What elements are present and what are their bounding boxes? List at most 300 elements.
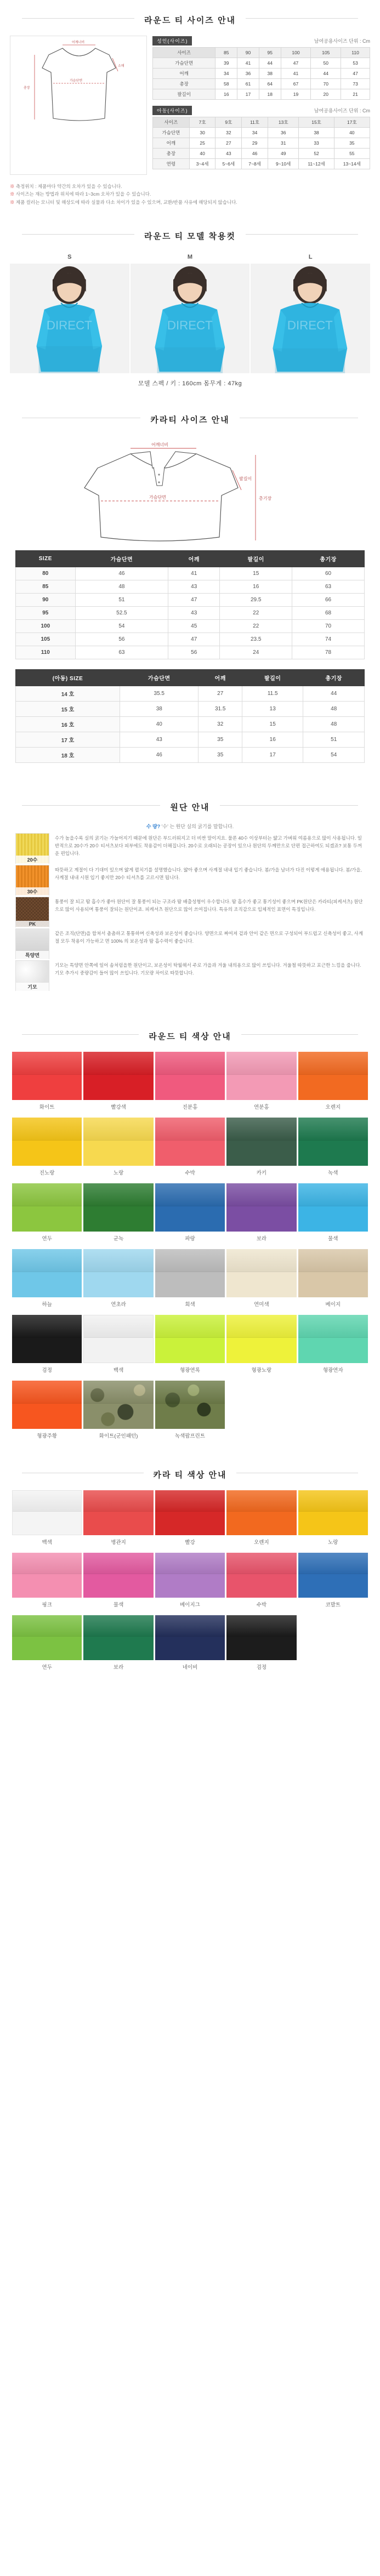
th-size: SIZE [16, 551, 76, 567]
cell-shoulder: 35 [198, 748, 242, 763]
kara-size-tables [0, 550, 380, 777]
color-name: 형광노랑 [251, 1367, 272, 1374]
kara-adult-size-table [15, 550, 365, 659]
cell-chest: 40 [120, 717, 198, 732]
color-name: 진분홍 [182, 1104, 198, 1111]
color-name: 오렌지 [325, 1104, 341, 1111]
color-name: 병관지 [111, 1540, 126, 1546]
color-item[interactable] [155, 1118, 225, 1182]
svg-text:총장: 총장 [24, 87, 30, 90]
color-item[interactable] [12, 1553, 82, 1614]
color-swatch [155, 1118, 225, 1166]
model-size-label: L [308, 254, 313, 261]
color-swatch [12, 1553, 82, 1598]
section-title: 라운드 티 색상 안내 [139, 1030, 241, 1042]
fabric-swatch [15, 865, 49, 896]
cell-length: 44 [303, 686, 365, 702]
cell-length: 74 [292, 633, 365, 646]
th-7: 7호 [189, 117, 215, 128]
cell: 49 [268, 149, 299, 159]
cell: 5~6세 [215, 159, 242, 169]
cell: 25 [189, 138, 215, 149]
row-label: 어깨 [153, 138, 190, 149]
th-shoulder: 어깨 [198, 670, 242, 686]
note-line [10, 183, 370, 190]
round-size-content [0, 36, 380, 179]
color-swatch [155, 1490, 225, 1535]
table-row [153, 79, 370, 89]
svg-text:팔길이: 팔길이 [239, 476, 252, 482]
color-swatch [155, 1249, 225, 1297]
color-item-empty [298, 1381, 368, 1445]
cell-shoulder: 56 [168, 646, 220, 659]
color-swatch [12, 1118, 82, 1166]
cell-length: 66 [292, 594, 365, 607]
kara-color-grid [0, 1490, 380, 1676]
color-swatch-empty [298, 1615, 368, 1660]
fabric-description: 따뜻하고 계절이 다 기대미 있으며 얇게 펼치기를 설명했습니다. 얇아 좋으며 사계절 내내 입기 좋습니다. 봄/가을 남녀가 다진 이렇게 애용됩니다. 봄/가을, 사계절 내내 시원 입기 좋지만 20수 티셔츠를 고르시면 됩니다. [55, 867, 362, 881]
cell: 29 [242, 138, 268, 149]
cell-length: 51 [303, 732, 365, 748]
color-swatch [12, 1052, 82, 1100]
color-item[interactable] [83, 1381, 153, 1445]
fabric-item-30 [15, 865, 365, 896]
fabric-name: 기모 [16, 983, 49, 991]
section-title: 라운드 티 모델 착용컷 [134, 230, 246, 242]
fabric-swatch [15, 928, 49, 959]
table-row [16, 551, 365, 567]
cell: 38 [259, 69, 281, 79]
cell: 21 [341, 89, 370, 100]
table-row [16, 633, 365, 646]
round-size-notes [0, 179, 380, 206]
cell: 33 [299, 138, 334, 149]
svg-text:DIRECT: DIRECT [287, 318, 333, 333]
cell-shoulder: 27 [198, 686, 242, 702]
color-item-empty [298, 1615, 368, 1676]
cell-size: 16 호 [16, 717, 120, 732]
color-swatch [83, 1553, 153, 1598]
color-swatch [298, 1315, 368, 1363]
fabric-list [0, 833, 380, 1006]
color-item[interactable] [298, 1052, 368, 1116]
color-item[interactable] [226, 1118, 296, 1182]
color-swatch-empty [226, 1381, 296, 1429]
color-item[interactable] [12, 1249, 82, 1313]
row-label: 총장 [153, 149, 190, 159]
table-row [153, 69, 370, 79]
th-15: 15호 [299, 117, 334, 128]
color-name: 형광연록 [180, 1367, 200, 1374]
color-item[interactable] [155, 1615, 225, 1676]
cell: 27 [215, 138, 242, 149]
color-name [298, 1660, 368, 1668]
svg-text:가슴단면: 가슴단면 [149, 495, 166, 500]
color-name: 코발트 [325, 1602, 341, 1609]
color-item[interactable] [12, 1315, 82, 1379]
color-swatch [298, 1118, 368, 1166]
model-photo [10, 264, 129, 373]
color-name: 빨강색 [111, 1104, 126, 1111]
cell-chest: 63 [75, 646, 168, 659]
color-name: 오렌지 [254, 1540, 269, 1546]
color-item[interactable] [226, 1249, 296, 1313]
color-item[interactable] [298, 1315, 368, 1379]
cell-sleeve: 29.5 [220, 594, 292, 607]
color-item[interactable] [298, 1553, 368, 1614]
color-item[interactable] [12, 1615, 82, 1676]
kara-diagram-svg [15, 435, 365, 550]
color-name: 하늘 [42, 1302, 52, 1308]
model-photo-svg [10, 264, 129, 373]
color-item[interactable] [155, 1183, 225, 1247]
row-label: 연령 [153, 159, 190, 169]
color-name: 보라 [113, 1665, 124, 1671]
cell-sleeve: 16 [220, 580, 292, 594]
cell: 61 [237, 79, 259, 89]
color-swatch [298, 1553, 368, 1598]
table-row [16, 717, 365, 732]
row-label: 가슴단면 [153, 128, 190, 138]
table-row [16, 670, 365, 686]
fabric-note-text: '수' 는 원단 실의 굵기를 말합니다. [161, 824, 234, 830]
color-name: 카키 [256, 1170, 267, 1177]
cell-size: 17 호 [16, 732, 120, 748]
cell-chest: 54 [75, 620, 168, 633]
cell-shoulder: 31.5 [198, 702, 242, 717]
note-bullet-icon: ※ [10, 191, 15, 197]
svg-text:DIRECT: DIRECT [46, 318, 92, 333]
color-item[interactable] [12, 1183, 82, 1247]
cell-chest: 35.5 [120, 686, 198, 702]
cell: 11~12세 [299, 159, 334, 169]
cell-chest: 56 [75, 633, 168, 646]
tee-diagram-svg [10, 36, 148, 130]
fabric-item-20 [15, 833, 365, 864]
color-swatch [226, 1490, 296, 1535]
table-row [16, 607, 365, 620]
color-name: 백색 [42, 1540, 52, 1546]
model-photo-svg [251, 264, 370, 373]
color-name: 회색 [185, 1302, 195, 1308]
cell: 53 [341, 58, 370, 69]
table-row [16, 594, 365, 607]
fabric-item-fleece [15, 960, 365, 991]
th-95: 95 [259, 48, 281, 58]
color-item[interactable] [155, 1553, 225, 1614]
fabric-swatch [15, 897, 49, 927]
color-name: 군녹 [113, 1236, 124, 1243]
th-105: 105 [311, 48, 341, 58]
cell: 31 [268, 138, 299, 149]
svg-text:가슴단면: 가슴단면 [70, 79, 83, 83]
color-item[interactable] [298, 1249, 368, 1313]
round-tee-illustration [10, 36, 147, 175]
cell: 47 [341, 69, 370, 79]
section-header-kara-size [0, 400, 380, 435]
round-color-grid [0, 1052, 380, 1445]
model-size-label: M [187, 254, 193, 261]
color-item[interactable] [12, 1052, 82, 1116]
color-name: 연초라 [111, 1302, 126, 1308]
color-swatch [226, 1553, 296, 1598]
color-name: 형광연자 [322, 1367, 343, 1374]
section-header-round-size [0, 0, 380, 36]
color-name [298, 1429, 368, 1437]
color-name: 수박 [185, 1170, 195, 1177]
color-name: 노랑 [113, 1170, 124, 1177]
color-name: 빨강 [185, 1540, 195, 1546]
color-item[interactable] [83, 1315, 153, 1379]
cell-length: 70 [292, 620, 365, 633]
model-photo-svg [131, 264, 250, 373]
color-swatch [155, 1183, 225, 1232]
color-item[interactable] [155, 1490, 225, 1551]
th-85: 85 [215, 48, 237, 58]
cell-shoulder: 35 [198, 732, 242, 748]
color-item[interactable] [298, 1490, 368, 1551]
th-11: 11호 [242, 117, 268, 128]
color-swatch [226, 1052, 296, 1100]
cell: 41 [237, 58, 259, 69]
color-swatch [226, 1615, 296, 1660]
model-spec-text: 모델 스펙 / 키 : 160cm 몸무게 : 47kg [138, 380, 242, 387]
fabric-name: 20수 [16, 856, 49, 864]
table-row [153, 48, 370, 58]
th-90: 90 [237, 48, 259, 58]
color-item[interactable] [83, 1052, 153, 1116]
adult-table-unit: 남여공용사이즈 단위 : Cm [314, 38, 370, 44]
color-item[interactable] [226, 1553, 296, 1614]
th-length: 총기장 [303, 670, 365, 686]
cell: 52 [299, 149, 334, 159]
color-item[interactable] [226, 1183, 296, 1247]
color-swatch [298, 1052, 368, 1100]
fabric-description: 수가 높을수록 실의 굵기는 가늘어지기 때문에 원단은 부드러워지고 더 비싼 말이지요. 물론 40수 이상부터는 얇고 가벼워 여름용으로 많이 사용됩니다. 일반적으로 20수가 20수 티셔츠보다 피부에도 착용감이 더해집니다. 20수로 오래되는 공장이 있으나 원단의 두께만으로 단편 접근하여도 되겠죠? 보통 두꺼운 편입니다. [55, 835, 362, 857]
color-swatch [12, 1183, 82, 1232]
color-name: 화이트(군인패턴) [99, 1433, 138, 1440]
fabric-note-prefix: 수 량? [146, 824, 161, 830]
color-name: 파랑 [185, 1236, 195, 1243]
cell-shoulder: 32 [198, 717, 242, 732]
section-header-fabric [0, 787, 380, 823]
color-item[interactable] [226, 1615, 296, 1676]
color-name: 연두 [42, 1665, 52, 1671]
color-name: 핑크 [42, 1602, 52, 1609]
color-swatch-camo [83, 1381, 153, 1429]
cell-size: 95 [16, 607, 76, 620]
th-9: 9호 [215, 117, 242, 128]
cell-sleeve: 17 [242, 748, 303, 763]
color-item[interactable] [155, 1249, 225, 1313]
color-name: 연분홍 [254, 1104, 269, 1111]
cell-sleeve: 22 [220, 620, 292, 633]
fabric-swatch [15, 833, 49, 864]
cell: 39 [215, 58, 237, 69]
cell-size: 14 호 [16, 686, 120, 702]
color-item[interactable] [155, 1052, 225, 1116]
row-label: 팔길이 [153, 89, 215, 100]
color-item[interactable] [12, 1381, 82, 1445]
color-item[interactable] [298, 1183, 368, 1247]
color-item[interactable] [155, 1315, 225, 1379]
cell-shoulder: 47 [168, 633, 220, 646]
color-item[interactable] [83, 1183, 153, 1247]
color-swatch [298, 1249, 368, 1297]
table-row [153, 58, 370, 69]
cell: 38 [299, 128, 334, 138]
color-item[interactable] [226, 1490, 296, 1551]
cell-length: 48 [303, 717, 365, 732]
cell: 73 [341, 79, 370, 89]
note-text: 제품 컬러는 모니터 및 해상도에 따라 실물과 다소 차이가 있을 수 있으며, 교환/반품 사유에 해당되지 않습니다. [15, 199, 237, 205]
svg-text:총기장: 총기장 [259, 496, 272, 501]
cell-size: 15 호 [16, 702, 120, 717]
fabric-description: 통풍이 잘 되고 땀 흡수가 좋아 원단이 잘 통풍이 되는 구조라 땀 배출성형이 우수합니다. 땀 흡수가 좋고 통기성이 좋으며 PK원단은 카라티(피케셔츠) 원단으로 많이 사용되며 통풍이 잘되는 원단이죠. 피케셔츠 원단으로 많이 쓰여집니다. 특유의 조직감으로 입체적인 표면이 특징입니다. [55, 899, 363, 913]
color-name: 검정 [42, 1367, 52, 1374]
color-swatch [83, 1249, 153, 1297]
cell: 43 [215, 149, 242, 159]
color-item[interactable] [12, 1118, 82, 1182]
cell-length: 78 [292, 646, 365, 659]
color-swatch [12, 1249, 82, 1297]
color-swatch [83, 1315, 153, 1363]
kara-tee-illustration [15, 435, 365, 550]
cell: 70 [311, 79, 341, 89]
color-swatch [298, 1183, 368, 1232]
color-item[interactable] [12, 1490, 82, 1551]
section-title: 카라티 사이즈 안내 [140, 414, 239, 425]
color-swatch-camo [155, 1381, 225, 1429]
color-name: 수박 [256, 1602, 267, 1609]
svg-text:어깨너비: 어깨너비 [151, 442, 168, 448]
cell-shoulder: 43 [168, 607, 220, 620]
cell: 13~14세 [334, 159, 370, 169]
table-row [16, 567, 365, 580]
cell: 20 [311, 89, 341, 100]
cell: 55 [334, 149, 370, 159]
cell-sleeve: 11.5 [242, 686, 303, 702]
cell: 44 [311, 69, 341, 79]
color-item[interactable] [83, 1249, 153, 1313]
cell: 44 [259, 58, 281, 69]
color-swatch [83, 1615, 153, 1660]
color-item[interactable] [298, 1118, 368, 1182]
color-swatch [226, 1249, 296, 1297]
color-swatch [298, 1490, 368, 1535]
model-col-m [131, 252, 250, 373]
cell: 40 [189, 149, 215, 159]
note-bullet-icon: ※ [10, 184, 15, 189]
cell-chest: 46 [75, 567, 168, 580]
table-row [16, 686, 365, 702]
th-chest: 가슴단면 [120, 670, 198, 686]
model-photo [131, 264, 250, 373]
note-line [10, 198, 370, 206]
color-name: 화이트 [39, 1104, 55, 1111]
color-item[interactable] [83, 1118, 153, 1182]
color-item[interactable] [155, 1381, 225, 1445]
th-110: 110 [341, 48, 370, 58]
color-item[interactable] [226, 1052, 296, 1116]
row-label: 어깨 [153, 69, 215, 79]
color-swatch [226, 1118, 296, 1166]
color-item[interactable] [83, 1553, 153, 1614]
color-swatch [12, 1615, 82, 1660]
cell-size: 18 호 [16, 748, 120, 763]
color-swatch-empty [298, 1381, 368, 1429]
color-name: 녹색 [328, 1170, 338, 1177]
cell-length: 68 [292, 607, 365, 620]
color-name: 베이지 [325, 1302, 341, 1308]
round-size-tables [152, 36, 370, 175]
cell-size: 90 [16, 594, 76, 607]
th-length: 총기장 [292, 551, 365, 567]
cell: 9~10세 [268, 159, 299, 169]
kids-size-table [152, 117, 370, 169]
cell-sleeve: 13 [242, 702, 303, 717]
section-title: 라운드 티 사이즈 안내 [134, 14, 246, 26]
th-size: 사이즈 [153, 48, 215, 58]
cell: 30 [189, 128, 215, 138]
table-row [153, 89, 370, 100]
color-name: 진노랑 [39, 1170, 55, 1177]
color-swatch [226, 1315, 296, 1363]
color-swatch [83, 1183, 153, 1232]
cell: 7~8세 [242, 159, 268, 169]
cell-chest: 48 [75, 580, 168, 594]
cell: 41 [281, 69, 311, 79]
fabric-header-note [0, 823, 380, 833]
color-name: 검정 [256, 1665, 267, 1671]
color-name: 물색 [113, 1602, 124, 1609]
th-chest: 가슴단면 [75, 551, 168, 567]
color-item[interactable] [83, 1615, 153, 1676]
cell: 34 [215, 69, 237, 79]
color-name: 물색 [328, 1236, 338, 1243]
th-sleeve: 팔길이 [220, 551, 292, 567]
color-swatch [83, 1490, 153, 1535]
cell-shoulder: 47 [168, 594, 220, 607]
adult-table-wrap [152, 36, 370, 100]
color-swatch [155, 1553, 225, 1598]
svg-text:소매: 소매 [118, 65, 124, 68]
fabric-name: 30수 [16, 887, 49, 896]
model-photo [251, 264, 370, 373]
cell: 35 [334, 138, 370, 149]
table-row [16, 732, 365, 748]
cell-chest: 46 [120, 748, 198, 763]
cell-sleeve: 15 [242, 717, 303, 732]
cell-size: 100 [16, 620, 76, 633]
cell: 16 [215, 89, 237, 100]
note-text: 사이즈는 재는 방법과 위치에 따라 1~3cm 오차가 있을 수 있습니다. [15, 191, 151, 197]
cell-size: 80 [16, 567, 76, 580]
cell: 3~4세 [189, 159, 215, 169]
color-name: 네이비 [182, 1665, 198, 1671]
cell-chest: 43 [120, 732, 198, 748]
kids-table-unit: 남여공용사이즈 단위 : Cm [314, 108, 370, 113]
cell: 46 [242, 149, 268, 159]
table-row [16, 646, 365, 659]
cell-length: 54 [303, 748, 365, 763]
color-item[interactable] [226, 1315, 296, 1379]
color-item[interactable] [83, 1490, 153, 1551]
th-size: 사이즈 [153, 117, 190, 128]
color-name [226, 1429, 296, 1437]
color-swatch [155, 1052, 225, 1100]
cell: 50 [311, 58, 341, 69]
